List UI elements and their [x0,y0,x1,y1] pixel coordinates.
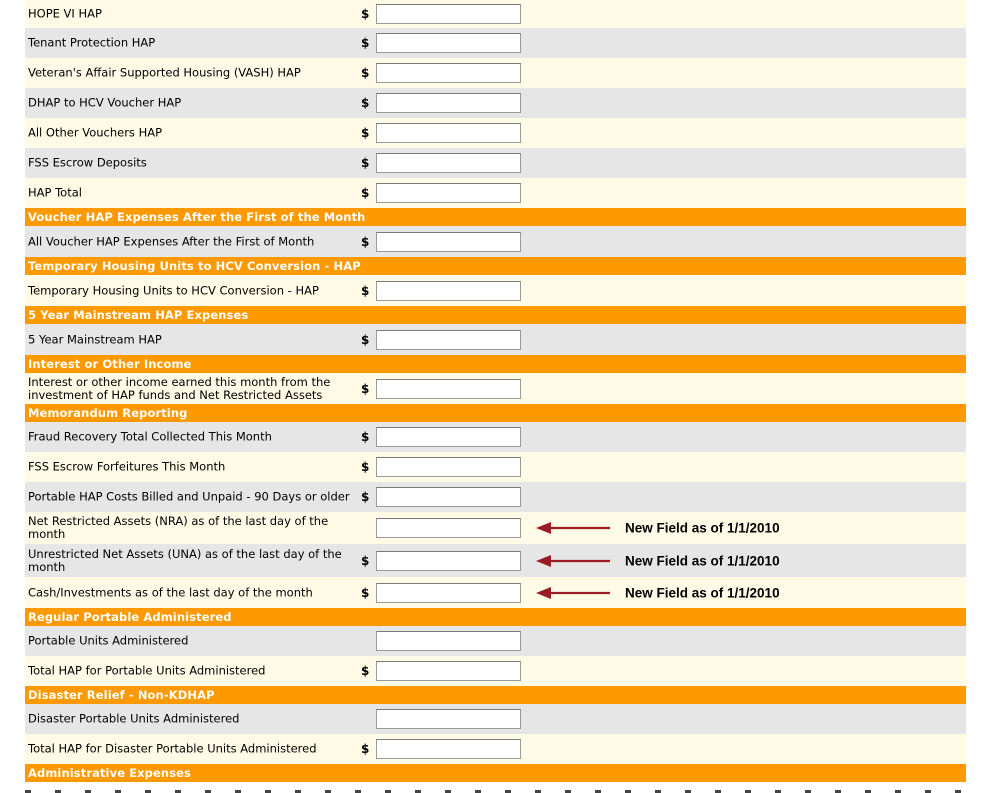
field-label: Disaster Portable Units Administered [28,711,240,726]
amount-input[interactable] [376,457,521,477]
form-row [25,0,966,28]
section-header: 5 Year Mainstream HAP Expenses [25,306,966,324]
form-row [25,512,966,544]
form-row [25,544,966,577]
amount-input[interactable] [376,93,521,113]
amount-input[interactable] [376,153,521,173]
field-label: FSS Escrow Forfeitures This Month [28,459,226,474]
currency-symbol: $ [361,332,370,347]
field-label: Fraud Recovery Total Collected This Month [28,429,272,444]
form-row [25,704,966,734]
form-row [25,118,966,148]
amount-input[interactable] [376,739,521,759]
amount-input[interactable] [376,709,521,729]
currency-symbol: $ [361,156,370,170]
section-header: Interest or Other Income [25,355,966,373]
field-label: Portable Units Administered [28,633,189,648]
currency-symbol: $ [361,430,370,444]
amount-input[interactable] [376,551,521,571]
currency-symbol: $ [361,7,370,21]
field-label: Cash/Investments as of the last day of the month [28,585,313,599]
form-row [25,734,966,764]
amount-input[interactable] [376,63,521,83]
form-row [25,148,966,178]
amount-input[interactable] [376,487,521,507]
left-arrow-icon [536,555,610,567]
section-header: Temporary Housing Units to HCV Conversion - HAP [25,257,966,275]
section-header: Administrative Expenses [25,764,966,782]
field-label: Temporary Housing Units to HCV Conversion - HAP [28,283,319,297]
field-label: All Other Vouchers HAP [28,125,163,140]
currency-symbol: $ [361,234,370,249]
field-label: FSS Escrow Deposits [28,155,147,170]
field-label: Tenant Protection HAP [28,35,156,50]
field-label: HAP Total [28,185,82,200]
currency-symbol: $ [361,460,370,474]
currency-symbol: $ [361,381,370,396]
form-row [25,373,966,404]
field-label: Net Restricted Assets (NRA) as of the last day of the month [28,514,329,541]
field-label: Portable HAP Costs Billed and Unpaid - 90 Days or older [28,489,350,504]
currency-symbol: $ [361,742,370,756]
currency-symbol: $ [361,553,370,568]
currency-symbol: $ [361,490,370,504]
currency-symbol: $ [361,66,370,80]
amount-input[interactable] [376,661,521,681]
amount-input[interactable] [376,330,521,350]
left-arrow-icon [536,522,610,534]
field-label: Interest or other income earned this month from the investment of HAP funds and Net Restricted Assets [28,374,331,402]
form-row [25,58,966,88]
currency-symbol: $ [361,96,370,110]
amount-input[interactable] [376,427,521,447]
field-label: Total HAP for Disaster Portable Units Administered [28,741,317,756]
currency-symbol: $ [361,126,370,140]
field-label: Veteran's Affair Supported Housing (VASH) HAP [28,65,301,80]
amount-input[interactable] [376,583,521,603]
hap-expense-form [25,0,966,782]
field-label: DHAP to HCV Voucher HAP [28,95,182,110]
amount-input[interactable] [376,33,521,53]
left-arrow-icon [536,587,610,599]
form-row [25,422,966,452]
form-row [25,28,966,58]
section-header: Regular Portable Administered [25,608,966,626]
new-field-note: New Field as of 1/1/2010 [625,520,780,536]
form-row [25,178,966,208]
form-row [25,275,966,306]
currency-symbol: $ [361,283,370,298]
amount-input[interactable] [376,232,521,252]
amount-input[interactable] [376,518,521,538]
form-row [25,452,966,482]
section-header: Voucher HAP Expenses After the First of the Month [25,208,966,226]
field-label: Unrestricted Net Assets (UNA) as of the last day of the month [28,546,342,574]
currency-symbol: $ [361,36,370,50]
amount-input[interactable] [376,123,521,143]
field-label: All Voucher HAP Expenses After the First of Month [28,234,315,248]
new-field-note: New Field as of 1/1/2010 [625,553,780,568]
currency-symbol: $ [361,585,370,600]
currency-symbol: $ [361,186,370,200]
form-row [25,482,966,512]
amount-input[interactable] [376,4,521,24]
field-label: HOPE VI HAP [28,6,102,21]
new-field-note: New Field as of 1/1/2010 [625,585,780,600]
amount-input[interactable] [376,631,521,651]
section-header: Memorandum Reporting [25,404,966,422]
form-row [25,577,966,608]
form-row [25,88,966,118]
currency-symbol: $ [361,664,370,678]
amount-input[interactable] [376,379,521,399]
form-row [25,324,966,355]
form-row [25,226,966,257]
form-row [25,656,966,686]
amount-input[interactable] [376,281,521,301]
form-row [25,626,966,656]
section-header: Disaster Relief - Non-KDHAP [25,686,966,704]
amount-input[interactable] [376,183,521,203]
field-label: 5 Year Mainstream HAP [28,332,162,346]
field-label: Total HAP for Portable Units Administered [28,663,266,678]
